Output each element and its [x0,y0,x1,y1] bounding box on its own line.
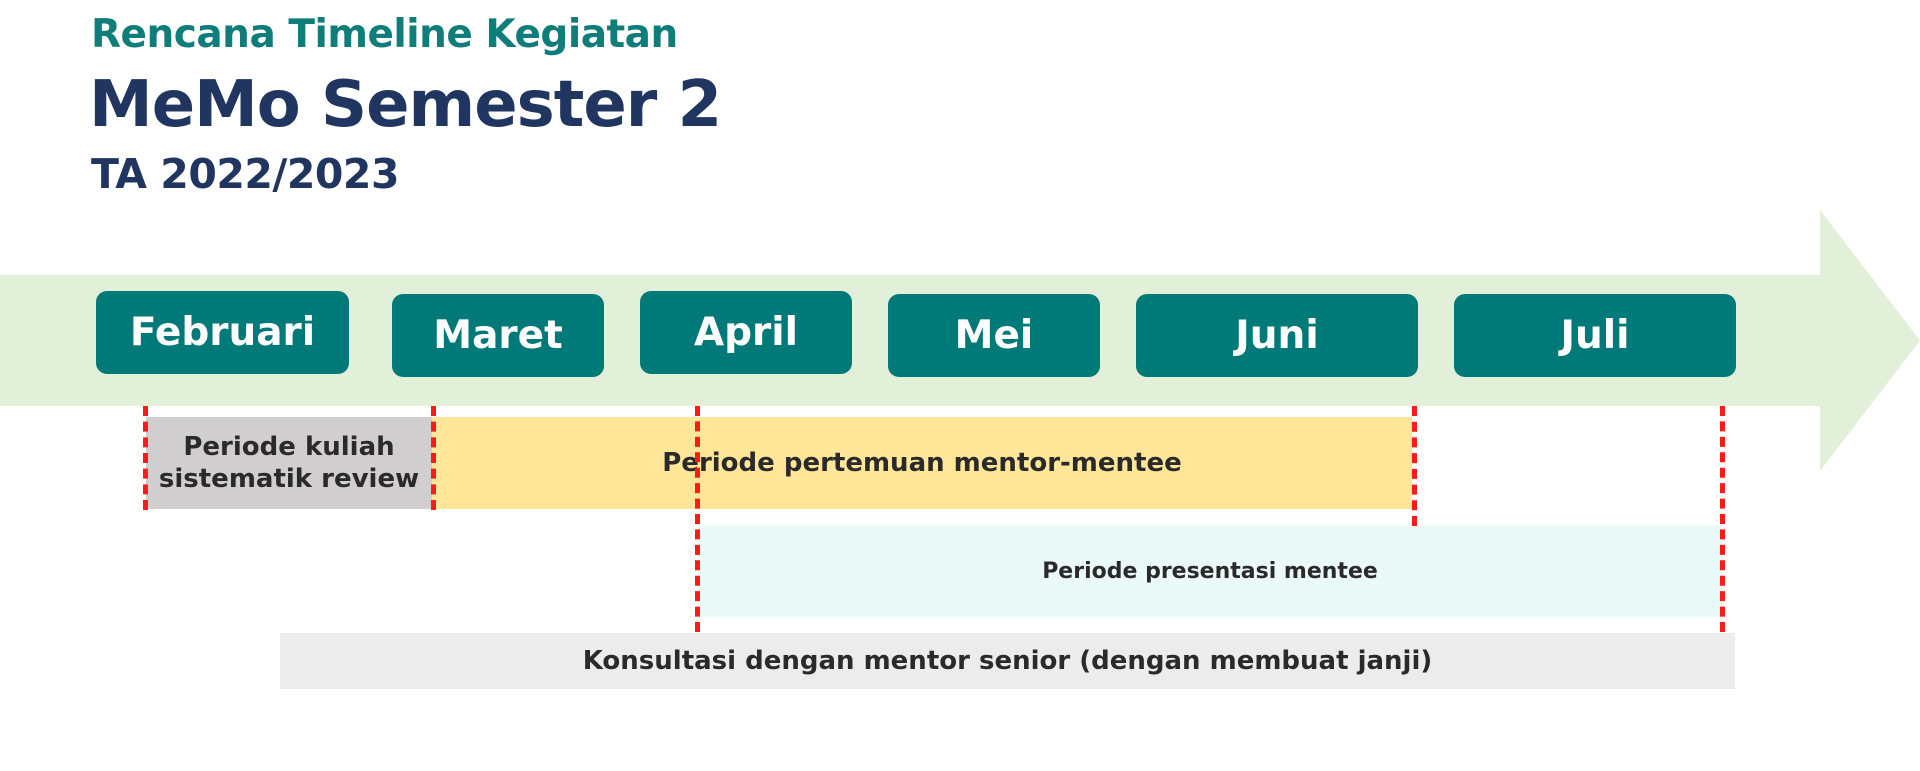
month-april: April [640,291,852,374]
bar-presentasi-mentee [698,525,1722,617]
bar-pertemuan-mentor-mentee [432,417,1412,509]
divider-maret [431,406,436,510]
subtitle: Rencana Timeline Kegiatan [91,12,678,57]
timeline-arrow-head [1820,210,1920,471]
month-maret: Maret [392,294,604,377]
divider-juni [1412,406,1417,526]
divider-april [695,406,700,632]
divider-februari [143,406,148,510]
bar-kuliah-sistematik-review [146,417,432,509]
bar-konsultasi-mentor-senior [280,633,1735,689]
month-februari: Februari [96,291,349,374]
month-juli: Juli [1454,294,1736,377]
page-title: MeMo Semester 2 [89,68,722,142]
bar-kuliah-label-line1: Periode kuliah [183,432,395,462]
bar-pertemuan-label: Periode pertemuan mentor-mentee [662,448,1182,478]
divider-juli [1720,406,1725,632]
bar-kuliah-label-line2: sistematik review [158,464,420,494]
month-juni: Juni [1136,294,1418,377]
bar-konsultasi-label: Konsultasi dengan mentor senior (dengan membuat janji) [582,646,1433,676]
academic-year: TA 2022/2023 [91,150,399,198]
month-mei: Mei [888,294,1100,377]
bar-presentasi-label: Periode presentasi mentee [1042,558,1378,584]
